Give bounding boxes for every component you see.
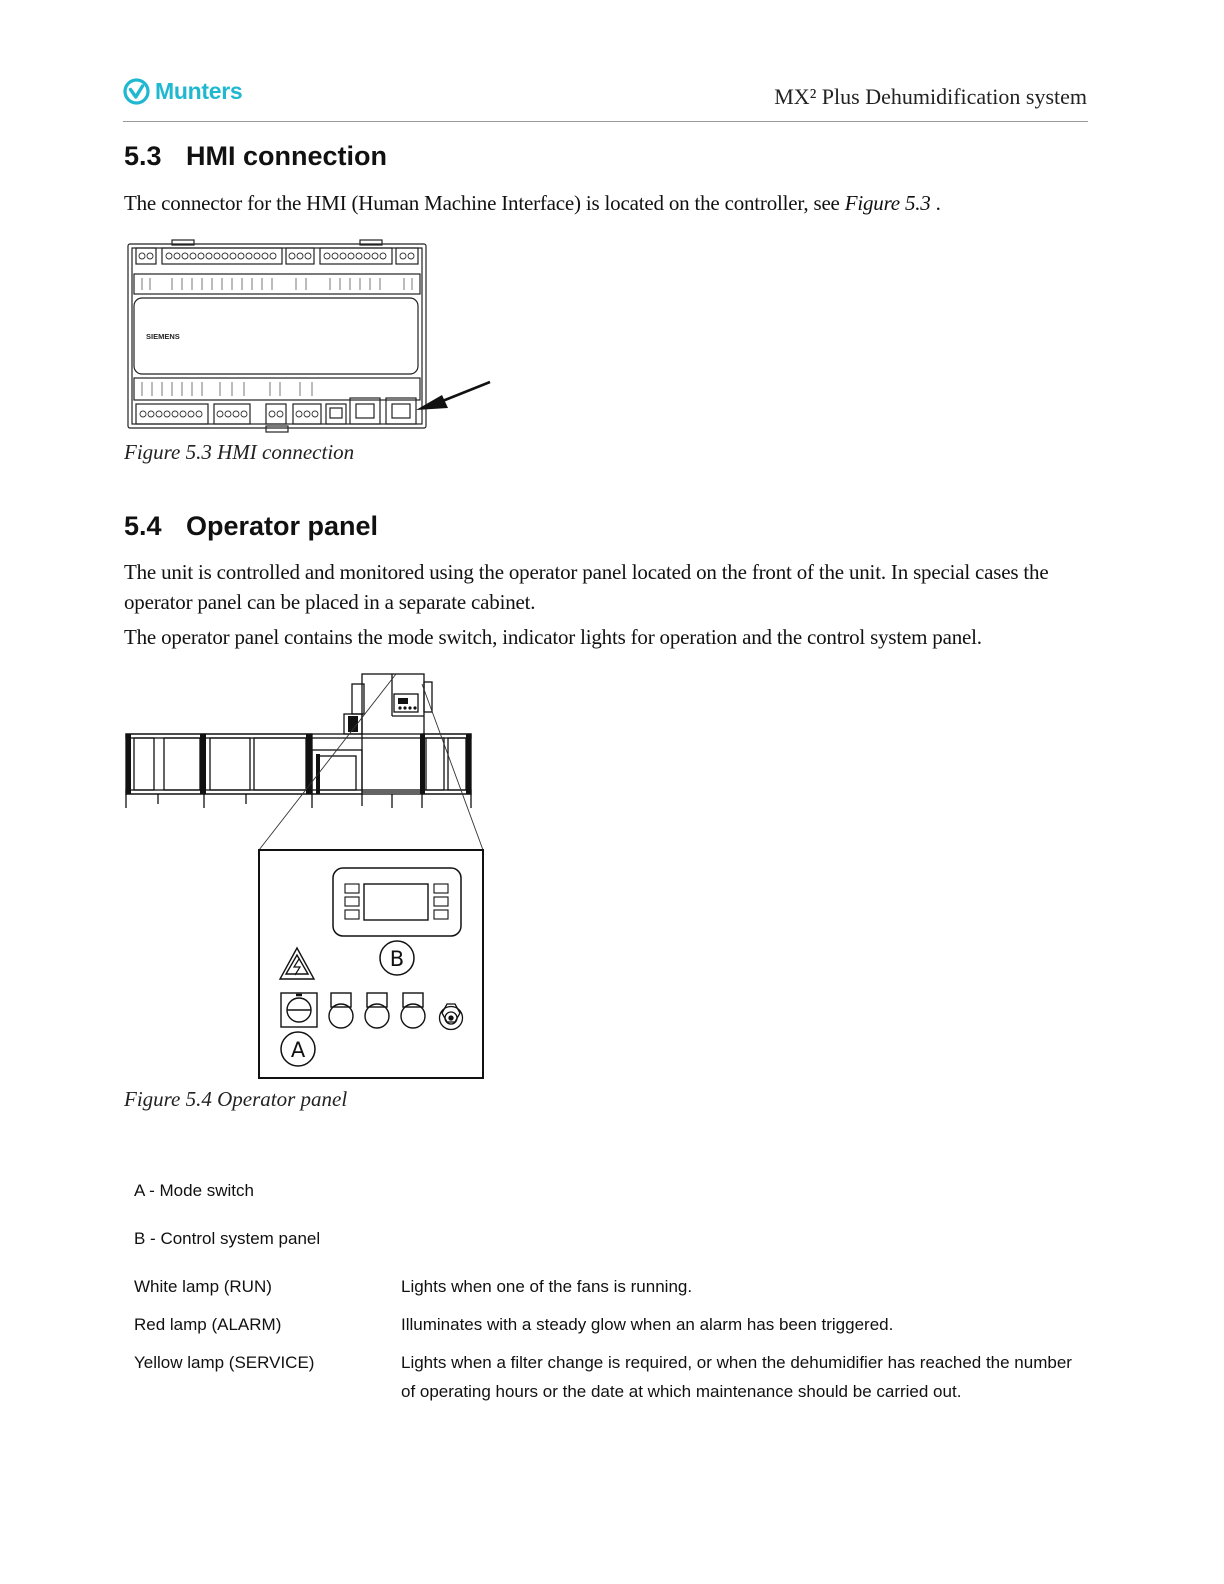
document-title: MX² Plus Dehumidification system: [774, 84, 1087, 109]
section-heading-5-4: [124, 511, 378, 542]
brand-name: Munters: [155, 77, 243, 104]
operator-panel-paragraph-2: The operator panel contains the mode switch, indicator lights for operation and the control system panel.: [124, 625, 982, 649]
operator-panel-figure: [120, 668, 490, 1083]
legend-description: [401, 1224, 1084, 1253]
red-lamp: [365, 993, 389, 1028]
section-title: Operator panel: [186, 511, 379, 541]
section-number: 5.3: [124, 141, 162, 171]
warning-icon: [280, 948, 314, 979]
hmi-paragraph-end: .: [930, 191, 941, 215]
legend-row: [134, 1310, 1084, 1339]
legend-description: Lights when a filter change is required, or when the dehumidifier has reached the number of operating hours or the date at which maintenance should be carried out.: [401, 1353, 1072, 1401]
hmi-controller-figure: [120, 236, 500, 436]
legend-description: [401, 1176, 1084, 1205]
figure-5-4-caption: Figure 5.4 Operator panel: [124, 1087, 348, 1111]
section-number: 5.4: [124, 511, 162, 541]
legend-term: A - Mode switch: [134, 1181, 254, 1200]
legend-term: Red lamp (ALARM): [134, 1315, 282, 1334]
label-a: A: [290, 1038, 306, 1062]
legend-table: [134, 1176, 1084, 1425]
legend-description: Lights when one of the fans is running.: [401, 1277, 693, 1296]
figure-reference-link[interactable]: Figure 5.3: [844, 191, 931, 215]
legend-row: [134, 1176, 1084, 1205]
legend-row: [134, 1348, 1084, 1406]
hmi-paragraph: [124, 188, 1084, 218]
mode-switch: [281, 993, 317, 1027]
operator-panel-paragraph-1: The unit is controlled and monitored using the operator panel located on the front of the unit. In special cases the operator panel can be placed in a separate cabinet.: [124, 560, 1049, 614]
arrow-icon: [416, 382, 490, 410]
header-rule: [123, 121, 1088, 122]
legend-row: [134, 1272, 1084, 1301]
power-button-icon: [440, 1004, 463, 1030]
figure-5-3-caption: Figure 5.3 HMI connection: [124, 440, 355, 464]
legend-row: [134, 1224, 1084, 1253]
device-brand-label: SIEMENS: [146, 332, 180, 341]
hmi-paragraph-text: The connector for the HMI (Human Machine Interface) is located on the controller, see: [124, 191, 845, 215]
legend-term: B - Control system panel: [134, 1229, 321, 1248]
label-b: B: [389, 947, 405, 971]
control-system-panel: [333, 868, 461, 936]
munters-logo: [123, 76, 242, 106]
section-title: HMI connection: [186, 141, 387, 171]
legend-term: White lamp (RUN): [134, 1277, 272, 1296]
yellow-lamp: [401, 993, 425, 1028]
legend-description: Illuminates with a steady glow when an alarm has been triggered.: [401, 1315, 894, 1334]
section-heading-5-3: [124, 141, 387, 172]
munters-logo-icon: [123, 78, 150, 105]
white-lamp: [329, 993, 353, 1028]
legend-term: Yellow lamp (SERVICE): [134, 1353, 315, 1372]
